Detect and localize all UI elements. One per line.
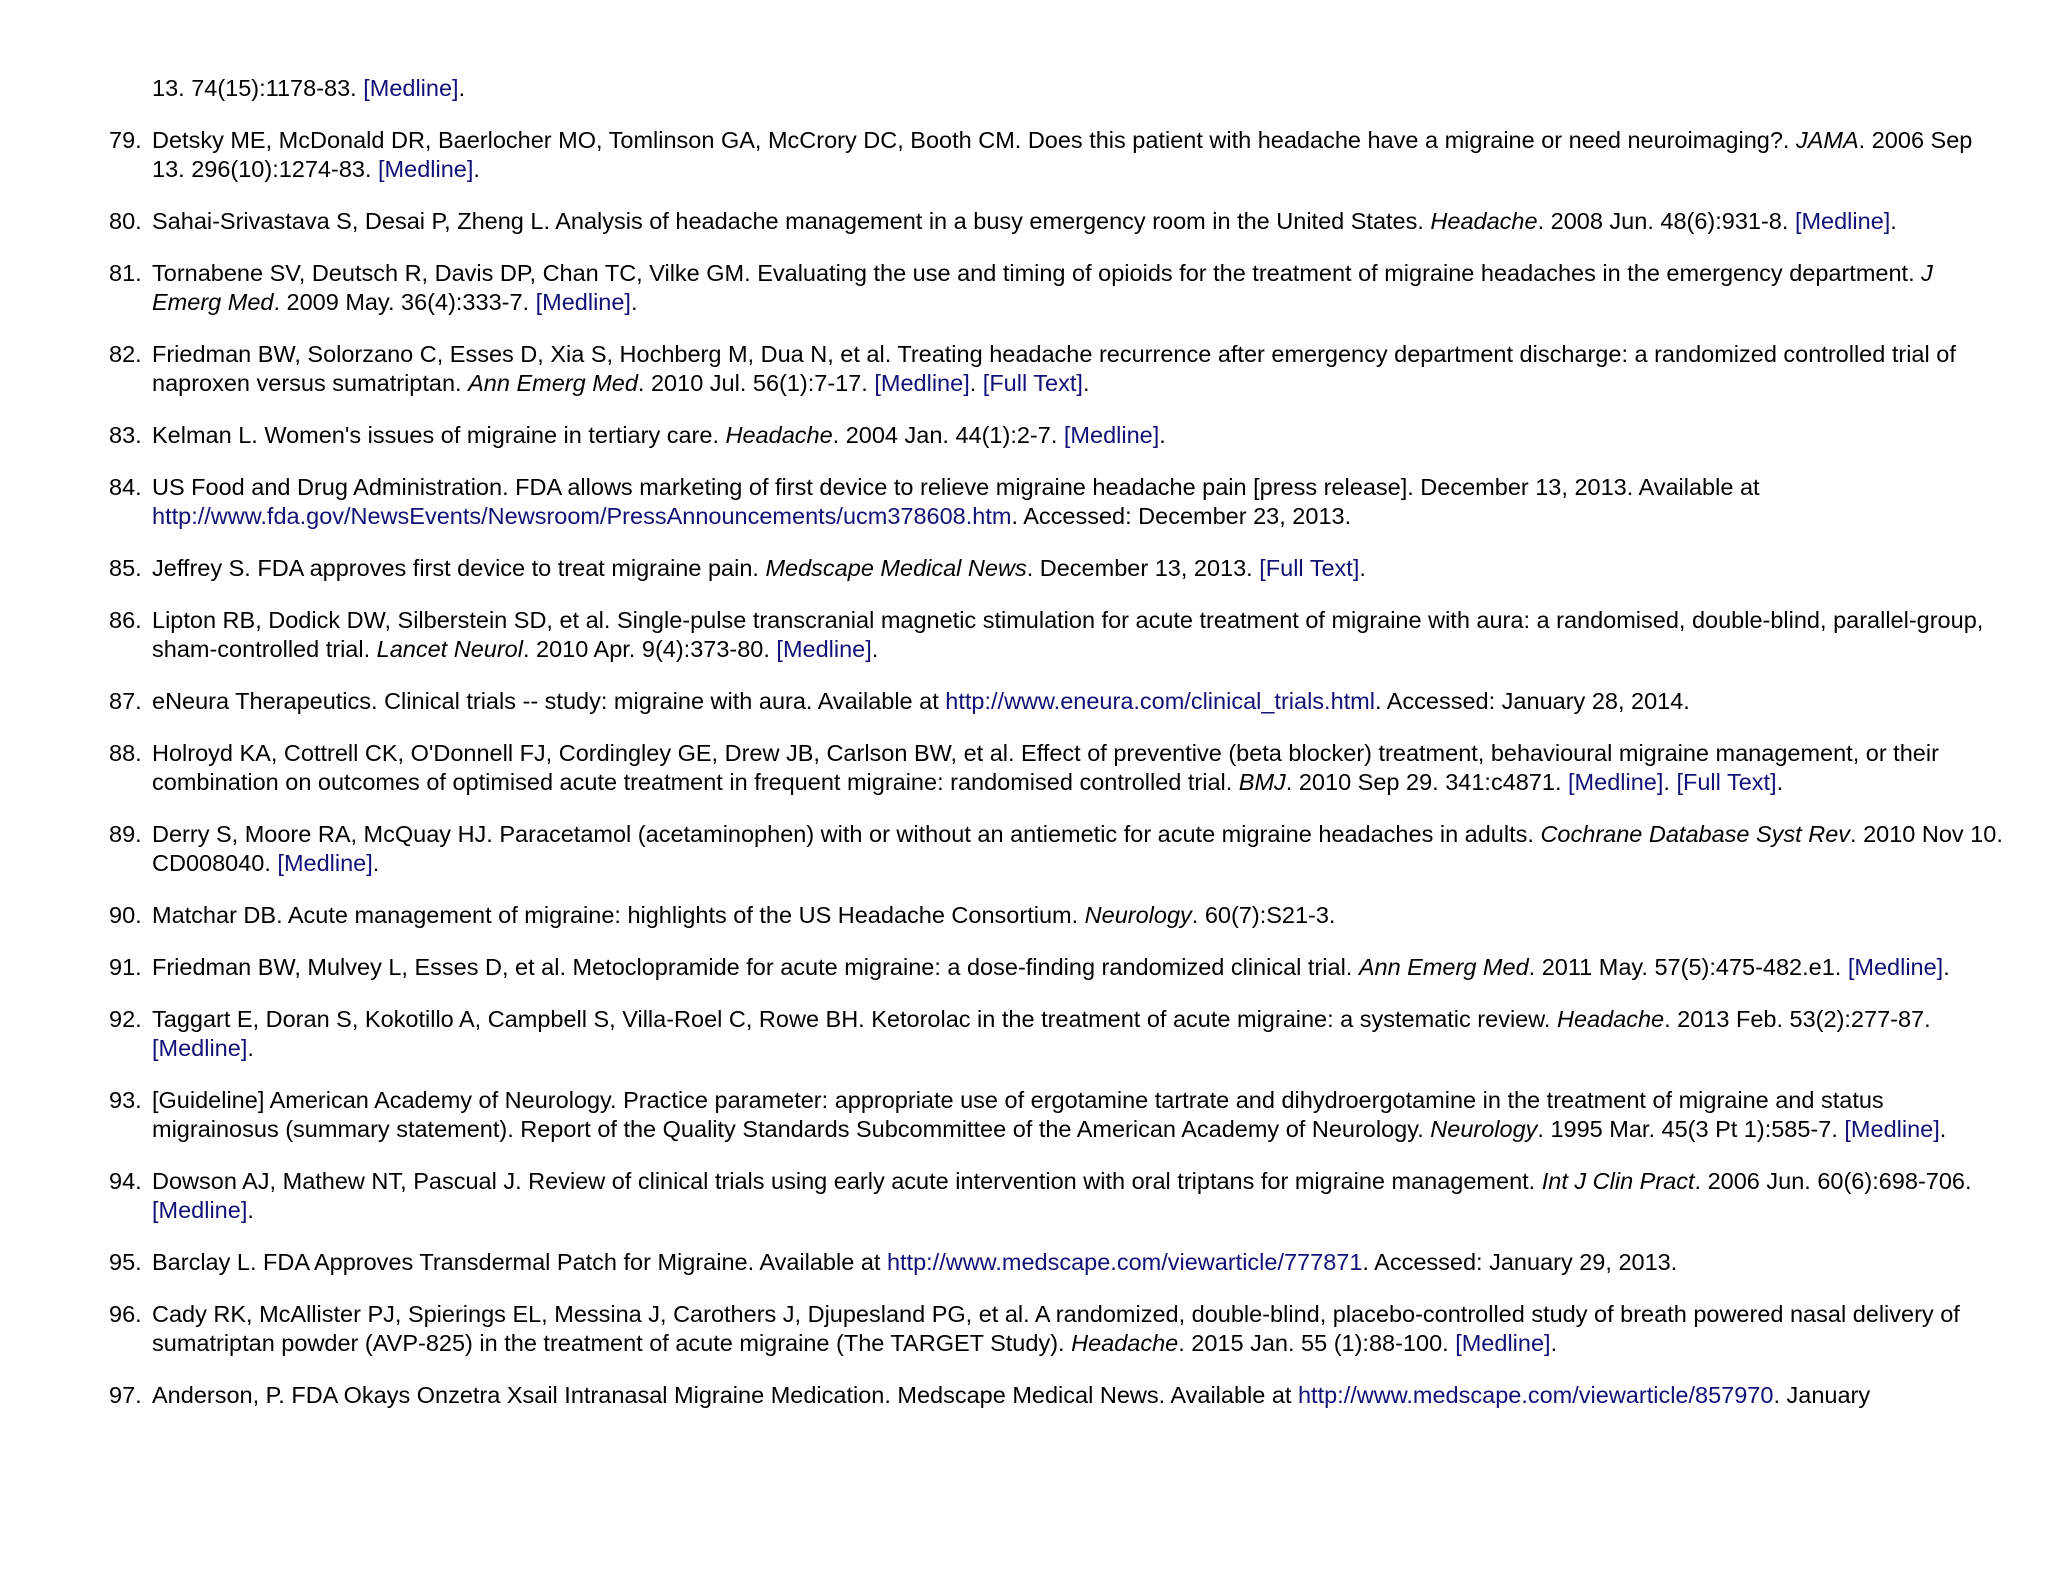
reference-text: . — [372, 850, 380, 876]
reference-text: . 2006 Jun. 60(6):698-706. — [1694, 1168, 1972, 1194]
reference-number: 80. — [109, 208, 142, 234]
reference-text: . — [1663, 769, 1677, 795]
reference-number: 82. — [109, 341, 142, 367]
reference-text: . Accessed: January 28, 2014. — [1374, 688, 1690, 714]
reference-item — [0, 1005, 2048, 1063]
reference-item — [0, 1086, 2048, 1144]
full-text-link[interactable]: [Full Text] — [1259, 555, 1360, 581]
reference-item — [0, 606, 2048, 664]
medline-link[interactable]: [Medline] — [1847, 954, 1944, 980]
medline-link[interactable]: [Medline] — [152, 1197, 248, 1223]
journal-name: Cochrane Database Syst Rev — [1540, 821, 1851, 847]
reference-text: US Food and Drug Administration. FDA allows marketing of first device to relieve migraine headache pain [press release]. December 13, 2013. Available at — [152, 474, 1760, 500]
reference-text: . — [1550, 1330, 1558, 1356]
reference-number: 85. — [109, 555, 142, 581]
reference-item — [0, 554, 2048, 583]
medline-link[interactable]: [Medline] — [535, 289, 631, 315]
url-link[interactable]: http://www.medscape.com/viewarticle/777871 — [886, 1249, 1363, 1275]
reference-text: . — [473, 156, 480, 182]
journal-name: Headache — [1556, 1006, 1665, 1032]
reference-text: . 2006 Sep 13. 296(10):1274-83. — [152, 127, 1973, 182]
reference-text: . — [630, 289, 638, 315]
url-link[interactable]: http://www.fda.gov/NewsEvents/Newsroom/PressAnnouncements/ucm378608.htm — [152, 503, 1012, 529]
reference-number: 83. — [109, 422, 142, 448]
reference-item — [0, 901, 2048, 930]
reference-text: . Accessed: December 23, 2013. — [1011, 503, 1352, 529]
reference-text: Cady RK, McAllister PJ, Spierings EL, Messina J, Carothers J, Djupesland PG, et al. A randomized, double-blind, placebo-controlled study of breath powered nasal delivery of sumatriptan powder (AVP-825) in the treatment of acute migraine (The TARGET Study). — [152, 1301, 1960, 1356]
reference-text: Detsky ME, McDonald DR, Baerlocher MO, Tomlinson GA, McCrory DC, Booth CM. Does this patient with headache have a migraine or need neuroimaging?. — [152, 127, 1796, 153]
journal-name: Lancet Neurol — [376, 636, 523, 662]
reference-text: . — [1939, 1116, 1947, 1142]
reference-text: Kelman L. Women's issues of migraine in tertiary care. — [152, 422, 726, 448]
medline-link[interactable]: [Medline] — [277, 850, 373, 876]
reference-text: . — [1359, 555, 1366, 581]
reference-item — [0, 739, 2048, 797]
reference-item — [0, 421, 2048, 450]
reference-number: 86. — [109, 607, 142, 633]
reference-text: . January — [1773, 1382, 1871, 1408]
medline-link[interactable]: [Medline] — [1568, 769, 1664, 795]
journal-name: Headache — [725, 422, 833, 448]
reference-text: . — [247, 1197, 254, 1223]
journal-name: Ann Emerg Med — [1358, 954, 1529, 980]
journal-name: Medscape Medical News — [765, 555, 1027, 581]
reference-number: 88. — [109, 740, 142, 766]
reference-text: . — [1159, 422, 1166, 448]
reference-number: 87. — [109, 688, 142, 714]
medline-link[interactable]: [Medline] — [1063, 422, 1160, 448]
reference-text: . 2015 Jan. 55 (1):88-100. — [1178, 1330, 1456, 1356]
reference-item — [0, 473, 2048, 531]
reference-item — [0, 1381, 2048, 1410]
reference-item — [0, 1167, 2048, 1225]
reference-text: . December 13, 2013. — [1026, 555, 1260, 581]
reference-text: [Guideline] American Academy of Neurology. Practice parameter: appropriate use of ergotamine tartrate and dihydroergotamine in the treatment of migraine and status migrainosus (summary statement). Report of the Quality Standards Subcommittee of the American Academy of Neurology. — [152, 1087, 1884, 1142]
journal-name: Int J Clin Pract — [1541, 1168, 1695, 1194]
reference-number: 93. — [109, 1087, 142, 1113]
medline-link[interactable]: [Medline] — [874, 370, 970, 396]
reference-item — [0, 953, 2048, 982]
medline-link[interactable]: [Medline] — [152, 1035, 248, 1061]
reference-text: . 2011 May. 57(5):475-482.e1. — [1528, 954, 1848, 980]
reference-text: Anderson, P. FDA Okays Onzetra Xsail Intranasal Migraine Medication. Medscape Medical News. Available at — [152, 1382, 1298, 1408]
journal-name: Neurology — [1084, 902, 1192, 928]
reference-text: . 2004 Jan. 44(1):2-7. — [832, 422, 1064, 448]
reference-item — [0, 687, 2048, 716]
reference-text: Taggart E, Doran S, Kokotillo A, Campbell S, Villa-Roel C, Rowe BH. Ketorolac in the treatment of acute migraine: a systematic review. — [152, 1006, 1557, 1032]
reference-number: 89. — [109, 821, 142, 847]
reference-text: . 2010 Jul. 56(1):7-17. — [637, 370, 875, 396]
reference-number: 90. — [109, 902, 142, 928]
medline-link[interactable]: [Medline] — [1794, 208, 1891, 234]
reference-item — [0, 820, 2048, 878]
url-link[interactable]: http://www.medscape.com/viewarticle/857970 — [1297, 1382, 1774, 1408]
reference-number: 96. — [109, 1301, 142, 1327]
reference-text: . 60(7):S21-3. — [1191, 902, 1336, 928]
medline-link[interactable]: [Medline] — [378, 156, 474, 182]
journal-name: Headache — [1430, 208, 1538, 234]
journal-name: JAMA — [1795, 127, 1859, 153]
reference-text: Holroyd KA, Cottrell CK, O'Donnell FJ, Cordingley GE, Drew JB, Carlson BW, et al. Effect of preventive (beta blocker) treatment, behavioural migraine management, or their combination on outcomes of optimised acute treatment in frequent migraine: randomised controlled trial. — [152, 740, 1939, 795]
reference-number: 91. — [109, 954, 142, 980]
reference-number: 81. — [109, 260, 142, 286]
reference-text: 13. 74(15):1178-83. — [152, 75, 364, 101]
full-text-link[interactable]: [Full Text] — [1676, 769, 1777, 795]
reference-text: Sahai-Srivastava S, Desai P, Zheng L. Analysis of headache management in a busy emergency room in the United States. — [152, 208, 1431, 234]
reference-text: Barclay L. FDA Approves Transdermal Patch for Migraine. Available at — [152, 1249, 887, 1275]
reference-text: . 2013 Feb. 53(2):277-87. — [1664, 1006, 1931, 1032]
reference-number: 84. — [109, 474, 142, 500]
reference-text: . — [1943, 954, 1950, 980]
reference-text: . — [871, 636, 879, 662]
reference-number: 94. — [109, 1168, 142, 1194]
reference-text: . — [458, 75, 466, 101]
medline-link[interactable]: [Medline] — [363, 75, 459, 101]
reference-text: eNeura Therapeutics. Clinical trials -- study: migraine with aura. Available at — [152, 688, 946, 714]
journal-name: J Emerg Med — [152, 260, 1933, 315]
reference-text: Derry S, Moore RA, McQuay HJ. Paracetamol (acetaminophen) with or without an antiemetic for acute migraine headaches in adults. — [152, 821, 1541, 847]
reference-item — [0, 126, 2048, 184]
reference-list — [0, 74, 2048, 1433]
reference-item — [0, 74, 2048, 103]
reference-text: Jeffrey S. FDA approves first device to treat migraine pain. — [152, 555, 766, 581]
journal-name: Ann Emerg Med — [468, 370, 638, 396]
reference-text: . 2010 Apr. 9(4):373-80. — [522, 636, 777, 662]
reference-number: 92. — [109, 1006, 142, 1032]
reference-item — [0, 259, 2048, 317]
reference-text: . 2008 Jun. 48(6):931-8. — [1537, 208, 1795, 234]
reference-number: 79. — [109, 127, 142, 153]
reference-text: . 2009 May. 36(4):333-7. — [273, 289, 536, 315]
reference-text: Tornabene SV, Deutsch R, Davis DP, Chan TC, Vilke GM. Evaluating the use and timing of opioids for the treatment of migraine headaches in the emergency department. — [152, 260, 1922, 286]
reference-item — [0, 207, 2048, 236]
full-text-link[interactable]: [Full Text] — [982, 370, 1083, 396]
reference-item — [0, 340, 2048, 398]
reference-number: 97. — [109, 1382, 142, 1408]
reference-item — [0, 1248, 2048, 1277]
reference-text: . — [969, 370, 983, 396]
url-link[interactable]: http://www.eneura.com/clinical_trials.html — [945, 688, 1375, 714]
reference-text: . — [1776, 769, 1784, 795]
reference-text: . 2010 Nov 10. CD008040. — [152, 821, 2003, 876]
journal-name: Neurology — [1430, 1116, 1538, 1142]
reference-text: Friedman BW, Mulvey L, Esses D, et al. Metoclopramide for acute migraine: a dose-finding randomized clinical trial. — [152, 954, 1359, 980]
reference-text: . — [1082, 370, 1090, 396]
reference-item — [0, 1300, 2048, 1358]
medline-link[interactable]: [Medline] — [1844, 1116, 1940, 1142]
reference-number: 95. — [109, 1249, 142, 1275]
medline-link[interactable]: [Medline] — [1455, 1330, 1551, 1356]
medline-link[interactable]: [Medline] — [776, 636, 872, 662]
journal-name: Headache — [1071, 1330, 1179, 1356]
reference-text: Matchar DB. Acute management of migraine: highlights of the US Headache Consortium. — [152, 902, 1085, 928]
reference-text: Lipton RB, Dodick DW, Silberstein SD, et al. Single-pulse transcranial magnetic stimulation for acute treatment of migraine with aura: a randomised, double-blind, parallel-group, sham-controlled trial. — [152, 607, 1984, 662]
reference-text: Dowson AJ, Mathew NT, Pascual J. Review of clinical trials using early acute intervention with oral triptans for migraine management. — [152, 1168, 1542, 1194]
reference-text: Friedman BW, Solorzano C, Esses D, Xia S, Hochberg M, Dua N, et al. Treating headache recurrence after emergency department discharge: a randomized controlled trial of naproxen versus sumatriptan. — [152, 341, 1956, 396]
reference-text: . — [247, 1035, 254, 1061]
reference-text: . — [1890, 208, 1897, 234]
reference-text: . Accessed: January 29, 2013. — [1362, 1249, 1678, 1275]
journal-name: BMJ — [1238, 769, 1286, 795]
reference-text: . 2010 Sep 29. 341:c4871. — [1285, 769, 1569, 795]
reference-text: . 1995 Mar. 45(3 Pt 1):585-7. — [1537, 1116, 1845, 1142]
